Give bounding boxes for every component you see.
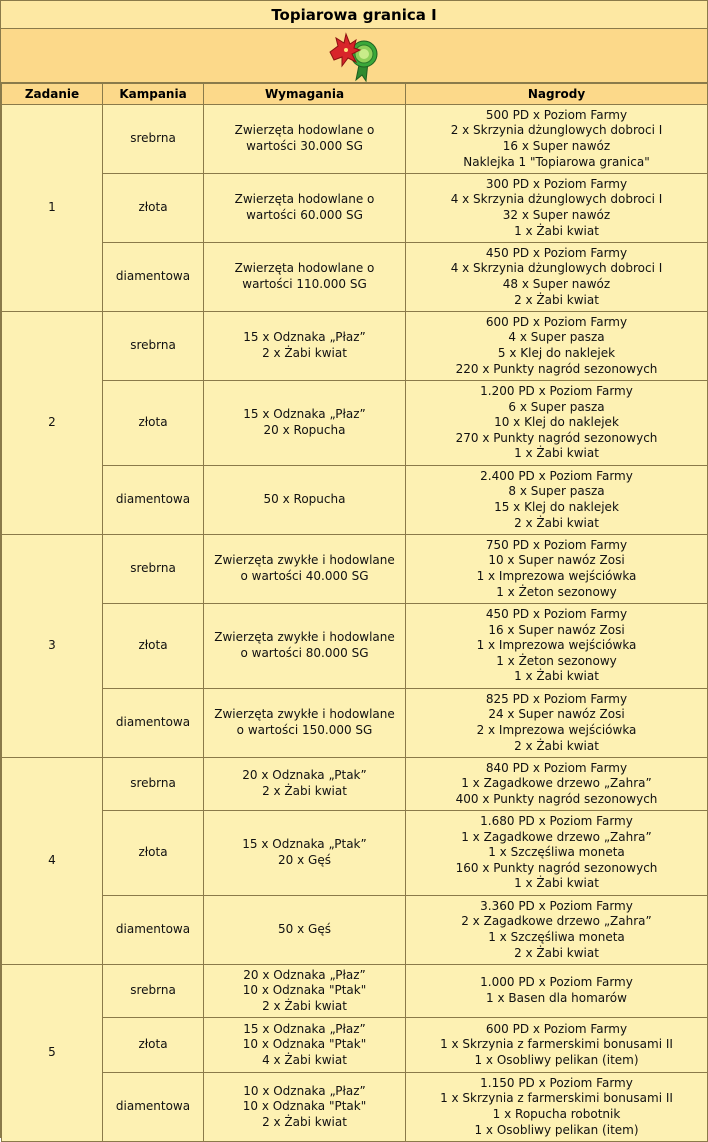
- requirements-cell: [204, 312, 406, 381]
- campaign-name: złota: [103, 811, 204, 896]
- requirements-cell: [204, 758, 406, 811]
- campaign-name: diamentowa: [103, 243, 204, 312]
- reward-line: 2 x Żabi kwiat: [514, 945, 599, 960]
- reward-line: 2 x Zagadkowe drzewo „Zahra”: [461, 914, 652, 929]
- reward-line: 270 x Punkty nagród sezonowych: [455, 430, 658, 445]
- reward-line: 10 x Super nawóz Zosi: [488, 553, 625, 568]
- reward-line: 1 x Żeton sezonowy: [496, 653, 617, 668]
- campaign-name: złota: [103, 381, 204, 466]
- task-number: 3: [2, 535, 103, 758]
- requirement-line: 2 x Żabi kwiat: [262, 998, 347, 1013]
- table-row: [2, 381, 708, 466]
- rewards-cell: [406, 811, 708, 896]
- reward-line: 8 x Super pasza: [508, 484, 605, 499]
- reward-line: 300 PD x Poziom Farmy: [485, 176, 628, 191]
- rewards-cell: [406, 243, 708, 312]
- requirement-line: 15 x Odznaka „Płaz”: [243, 1021, 366, 1036]
- requirement-line: o wartości 80.000 SG: [240, 646, 369, 660]
- campaign-name: srebrna: [103, 105, 204, 174]
- table-row: [2, 1018, 708, 1073]
- requirement-line: wartości 60.000 SG: [246, 208, 363, 222]
- campaign-name: diamentowa: [103, 1073, 204, 1142]
- requirements-cell: [204, 1073, 406, 1142]
- requirement-line: 15 x Odznaka „Płaz”: [243, 330, 366, 345]
- reward-line: 1 x Żabi kwiat: [514, 446, 599, 461]
- requirement-line: Zwierzęta zwykłe i hodowlane: [214, 553, 395, 568]
- rewards-cell: [406, 965, 708, 1018]
- table-row: [2, 243, 708, 312]
- reward-line: 1 x Szczęśliwa moneta: [488, 930, 625, 944]
- reward-line: 1 x Zagadkowe drzewo „Zahra”: [461, 829, 652, 844]
- requirements-cell: [204, 965, 406, 1018]
- reward-line: 600 PD x Poziom Farmy: [485, 1021, 628, 1036]
- rewards-cell: [406, 1018, 708, 1073]
- requirement-line: 15 x Odznaka „Płaz”: [243, 407, 366, 422]
- requirements-cell: [204, 811, 406, 896]
- reward-line: 2.400 PD x Poziom Farmy: [480, 468, 633, 483]
- campaign-name: diamentowa: [103, 689, 204, 758]
- rewards-cell: [406, 105, 708, 174]
- requirement-line: 20 x Ropucha: [263, 423, 346, 437]
- requirement-line: 2 x Żabi kwiat: [262, 1114, 347, 1129]
- reward-line: 1 x Basen dla homarów: [486, 991, 627, 1005]
- reward-line: 4 x Super pasza: [508, 330, 605, 345]
- header-task: Zadanie: [2, 84, 103, 105]
- requirement-line: wartości 30.000 SG: [246, 139, 363, 153]
- campaign-name: złota: [103, 1018, 204, 1073]
- rewards-table: [1, 83, 708, 1142]
- requirement-line: 10 x Odznaka "Ptak": [242, 1099, 367, 1114]
- reward-line: 450 PD x Poziom Farmy: [485, 245, 628, 260]
- reward-line: 1 x Osobliwy pelikan (item): [474, 1052, 639, 1067]
- header-row: [2, 84, 708, 105]
- reward-line: 160 x Punkty nagród sezonowych: [455, 860, 658, 875]
- reward-line: 450 PD x Poziom Farmy: [485, 607, 628, 622]
- reward-line: 1 x Szczęśliwa moneta: [488, 845, 625, 860]
- requirements-cell: [204, 466, 406, 535]
- requirements-cell: [204, 604, 406, 689]
- rewards-cell: [406, 758, 708, 811]
- requirements-cell: [204, 381, 406, 466]
- requirement-line: o wartości 40.000 SG: [240, 569, 369, 583]
- event-title: Topiarowa granica I: [1, 1, 707, 29]
- requirements-cell: [204, 896, 406, 965]
- requirements-cell: [204, 243, 406, 312]
- table-row: [2, 811, 708, 896]
- reward-line: 750 PD x Poziom Farmy: [485, 537, 628, 552]
- requirement-line: wartości 110.000 SG: [242, 277, 367, 291]
- reward-line: 825 PD x Poziom Farmy: [485, 691, 628, 706]
- campaign-name: srebrna: [103, 965, 204, 1018]
- rewards-cell: [406, 896, 708, 965]
- reward-line: 5 x Klej do naklejek: [497, 346, 616, 360]
- reward-line: 1 x Imprezowa wejściówka: [476, 569, 637, 583]
- task-number: 1: [2, 105, 103, 312]
- campaign-name: diamentowa: [103, 896, 204, 965]
- table-row: [2, 758, 708, 811]
- rewards-cell: [406, 604, 708, 689]
- header-requirements: Wymagania: [204, 84, 406, 105]
- reward-line: 840 PD x Poziom Farmy: [485, 760, 628, 775]
- campaign-name: srebrna: [103, 312, 204, 381]
- reward-line: 15 x Klej do naklejek: [494, 500, 619, 514]
- campaign-name: srebrna: [103, 758, 204, 811]
- reward-line: 2 x Żabi kwiat: [514, 292, 599, 307]
- reward-line: 2 x Skrzynia dżunglowych dobroci I: [450, 123, 663, 138]
- reward-line: 4 x Skrzynia dżunglowych dobroci I: [450, 192, 663, 207]
- reward-line: 400 x Punkty nagród sezonowych: [455, 791, 658, 806]
- table-row: [2, 466, 708, 535]
- requirement-line: 50 x Ropucha: [263, 492, 346, 507]
- requirement-line: 4 x Żabi kwiat: [262, 1052, 347, 1067]
- reward-line: 24 x Super nawóz Zosi: [488, 707, 625, 722]
- requirement-line: Zwierzęta zwykłe i hodowlane: [214, 707, 395, 722]
- rewards-cell: [406, 689, 708, 758]
- reward-line: 1.000 PD x Poziom Farmy: [480, 975, 633, 990]
- requirement-line: 10 x Odznaka "Ptak": [242, 983, 367, 998]
- table-row: [2, 604, 708, 689]
- table-row: [2, 689, 708, 758]
- reward-line: 2 x Żabi kwiat: [514, 738, 599, 753]
- table-row: [2, 535, 708, 604]
- campaign-name: srebrna: [103, 535, 204, 604]
- rewards-cell: [406, 1073, 708, 1142]
- requirement-line: 2 x Żabi kwiat: [262, 346, 347, 360]
- reward-line: 4 x Skrzynia dżunglowych dobroci I: [450, 261, 663, 276]
- reward-line: 1 x Imprezowa wejściówka: [476, 638, 637, 653]
- table-row: [2, 896, 708, 965]
- requirements-cell: [204, 535, 406, 604]
- header-rewards: Nagrody: [406, 84, 708, 105]
- requirement-line: Zwierzęta hodowlane o: [234, 192, 375, 207]
- table-row: [2, 312, 708, 381]
- reward-line: 3.360 PD x Poziom Farmy: [480, 898, 633, 913]
- rewards-cell: [406, 535, 708, 604]
- table-row: [2, 965, 708, 1018]
- task-number: 5: [2, 965, 103, 1142]
- rewards-cell: [406, 466, 708, 535]
- task-number: 2: [2, 312, 103, 535]
- reward-line: 1.150 PD x Poziom Farmy: [480, 1075, 633, 1090]
- reward-line: 1 x Żabi kwiat: [514, 223, 599, 238]
- requirement-line: 20 x Odznaka „Ptak”: [242, 768, 367, 783]
- reward-line: Naklejka 1 "Topiarowa granica": [463, 154, 650, 169]
- reward-line: 1 x Żeton sezonowy: [496, 584, 617, 599]
- requirement-line: o wartości 150.000 SG: [236, 723, 373, 737]
- reward-line: 220 x Punkty nagród sezonowych: [455, 361, 658, 376]
- requirement-line: 10 x Odznaka "Ptak": [242, 1037, 367, 1052]
- requirement-line: 2 x Żabi kwiat: [262, 784, 347, 798]
- logo-banner: [1, 29, 707, 83]
- reward-line: 1.680 PD x Poziom Farmy: [480, 814, 633, 829]
- reward-line: 600 PD x Poziom Farmy: [485, 314, 628, 329]
- reward-line: 1 x Skrzynia z farmerskimi bonusami II: [440, 1091, 673, 1106]
- requirement-line: Zwierzęta zwykłe i hodowlane: [214, 630, 395, 645]
- reward-line: 48 x Super nawóz: [502, 277, 611, 291]
- header-campaign: Kampania: [103, 84, 204, 105]
- reward-line: 1 x Skrzynia z farmerskimi bonusami II: [440, 1037, 673, 1052]
- rewards-cell: [406, 174, 708, 243]
- table-body: [2, 105, 708, 1142]
- campaign-name: złota: [103, 174, 204, 243]
- task-number: 4: [2, 758, 103, 965]
- requirement-line: 15 x Odznaka „Ptak”: [242, 837, 367, 852]
- reward-line: 2 x Imprezowa wejściówka: [476, 723, 637, 737]
- reward-line: 6 x Super pasza: [508, 399, 605, 414]
- reward-line: 10 x Klej do naklejek: [494, 415, 619, 430]
- reward-line: 1 x Żabi kwiat: [514, 669, 599, 684]
- requirements-cell: [204, 1018, 406, 1073]
- requirements-cell: [204, 689, 406, 758]
- reward-line: 32 x Super nawóz: [502, 208, 611, 222]
- rewards-cell: [406, 381, 708, 466]
- reward-line: 1 x Osobliwy pelikan (item): [474, 1122, 639, 1137]
- requirements-cell: [204, 174, 406, 243]
- reward-line: 1 x Żabi kwiat: [514, 876, 599, 891]
- reward-line: 500 PD x Poziom Farmy: [485, 107, 628, 122]
- requirement-line: Zwierzęta hodowlane o: [234, 123, 375, 138]
- reward-line: 1 x Zagadkowe drzewo „Zahra”: [461, 776, 652, 791]
- reward-line: 16 x Super nawóz Zosi: [488, 622, 625, 637]
- reward-line: 1 x Ropucha robotnik: [492, 1107, 621, 1121]
- requirement-line: 50 x Gęś: [278, 922, 331, 937]
- table-row: [2, 105, 708, 174]
- requirement-line: 20 x Odznaka „Płaz”: [243, 967, 366, 982]
- table-row: [2, 1073, 708, 1142]
- requirements-cell: [204, 105, 406, 174]
- dragon-rosette-icon: [326, 30, 382, 82]
- campaign-name: złota: [103, 604, 204, 689]
- reward-line: 2 x Żabi kwiat: [514, 515, 599, 530]
- reward-line: 1.200 PD x Poziom Farmy: [480, 384, 633, 399]
- rewards-cell: [406, 312, 708, 381]
- requirement-line: Zwierzęta hodowlane o: [234, 261, 375, 276]
- reward-line: 16 x Super nawóz: [502, 139, 611, 153]
- campaign-name: diamentowa: [103, 466, 204, 535]
- requirement-line: 20 x Gęś: [278, 853, 331, 867]
- table-row: [2, 174, 708, 243]
- requirement-line: 10 x Odznaka „Płaz”: [243, 1083, 366, 1098]
